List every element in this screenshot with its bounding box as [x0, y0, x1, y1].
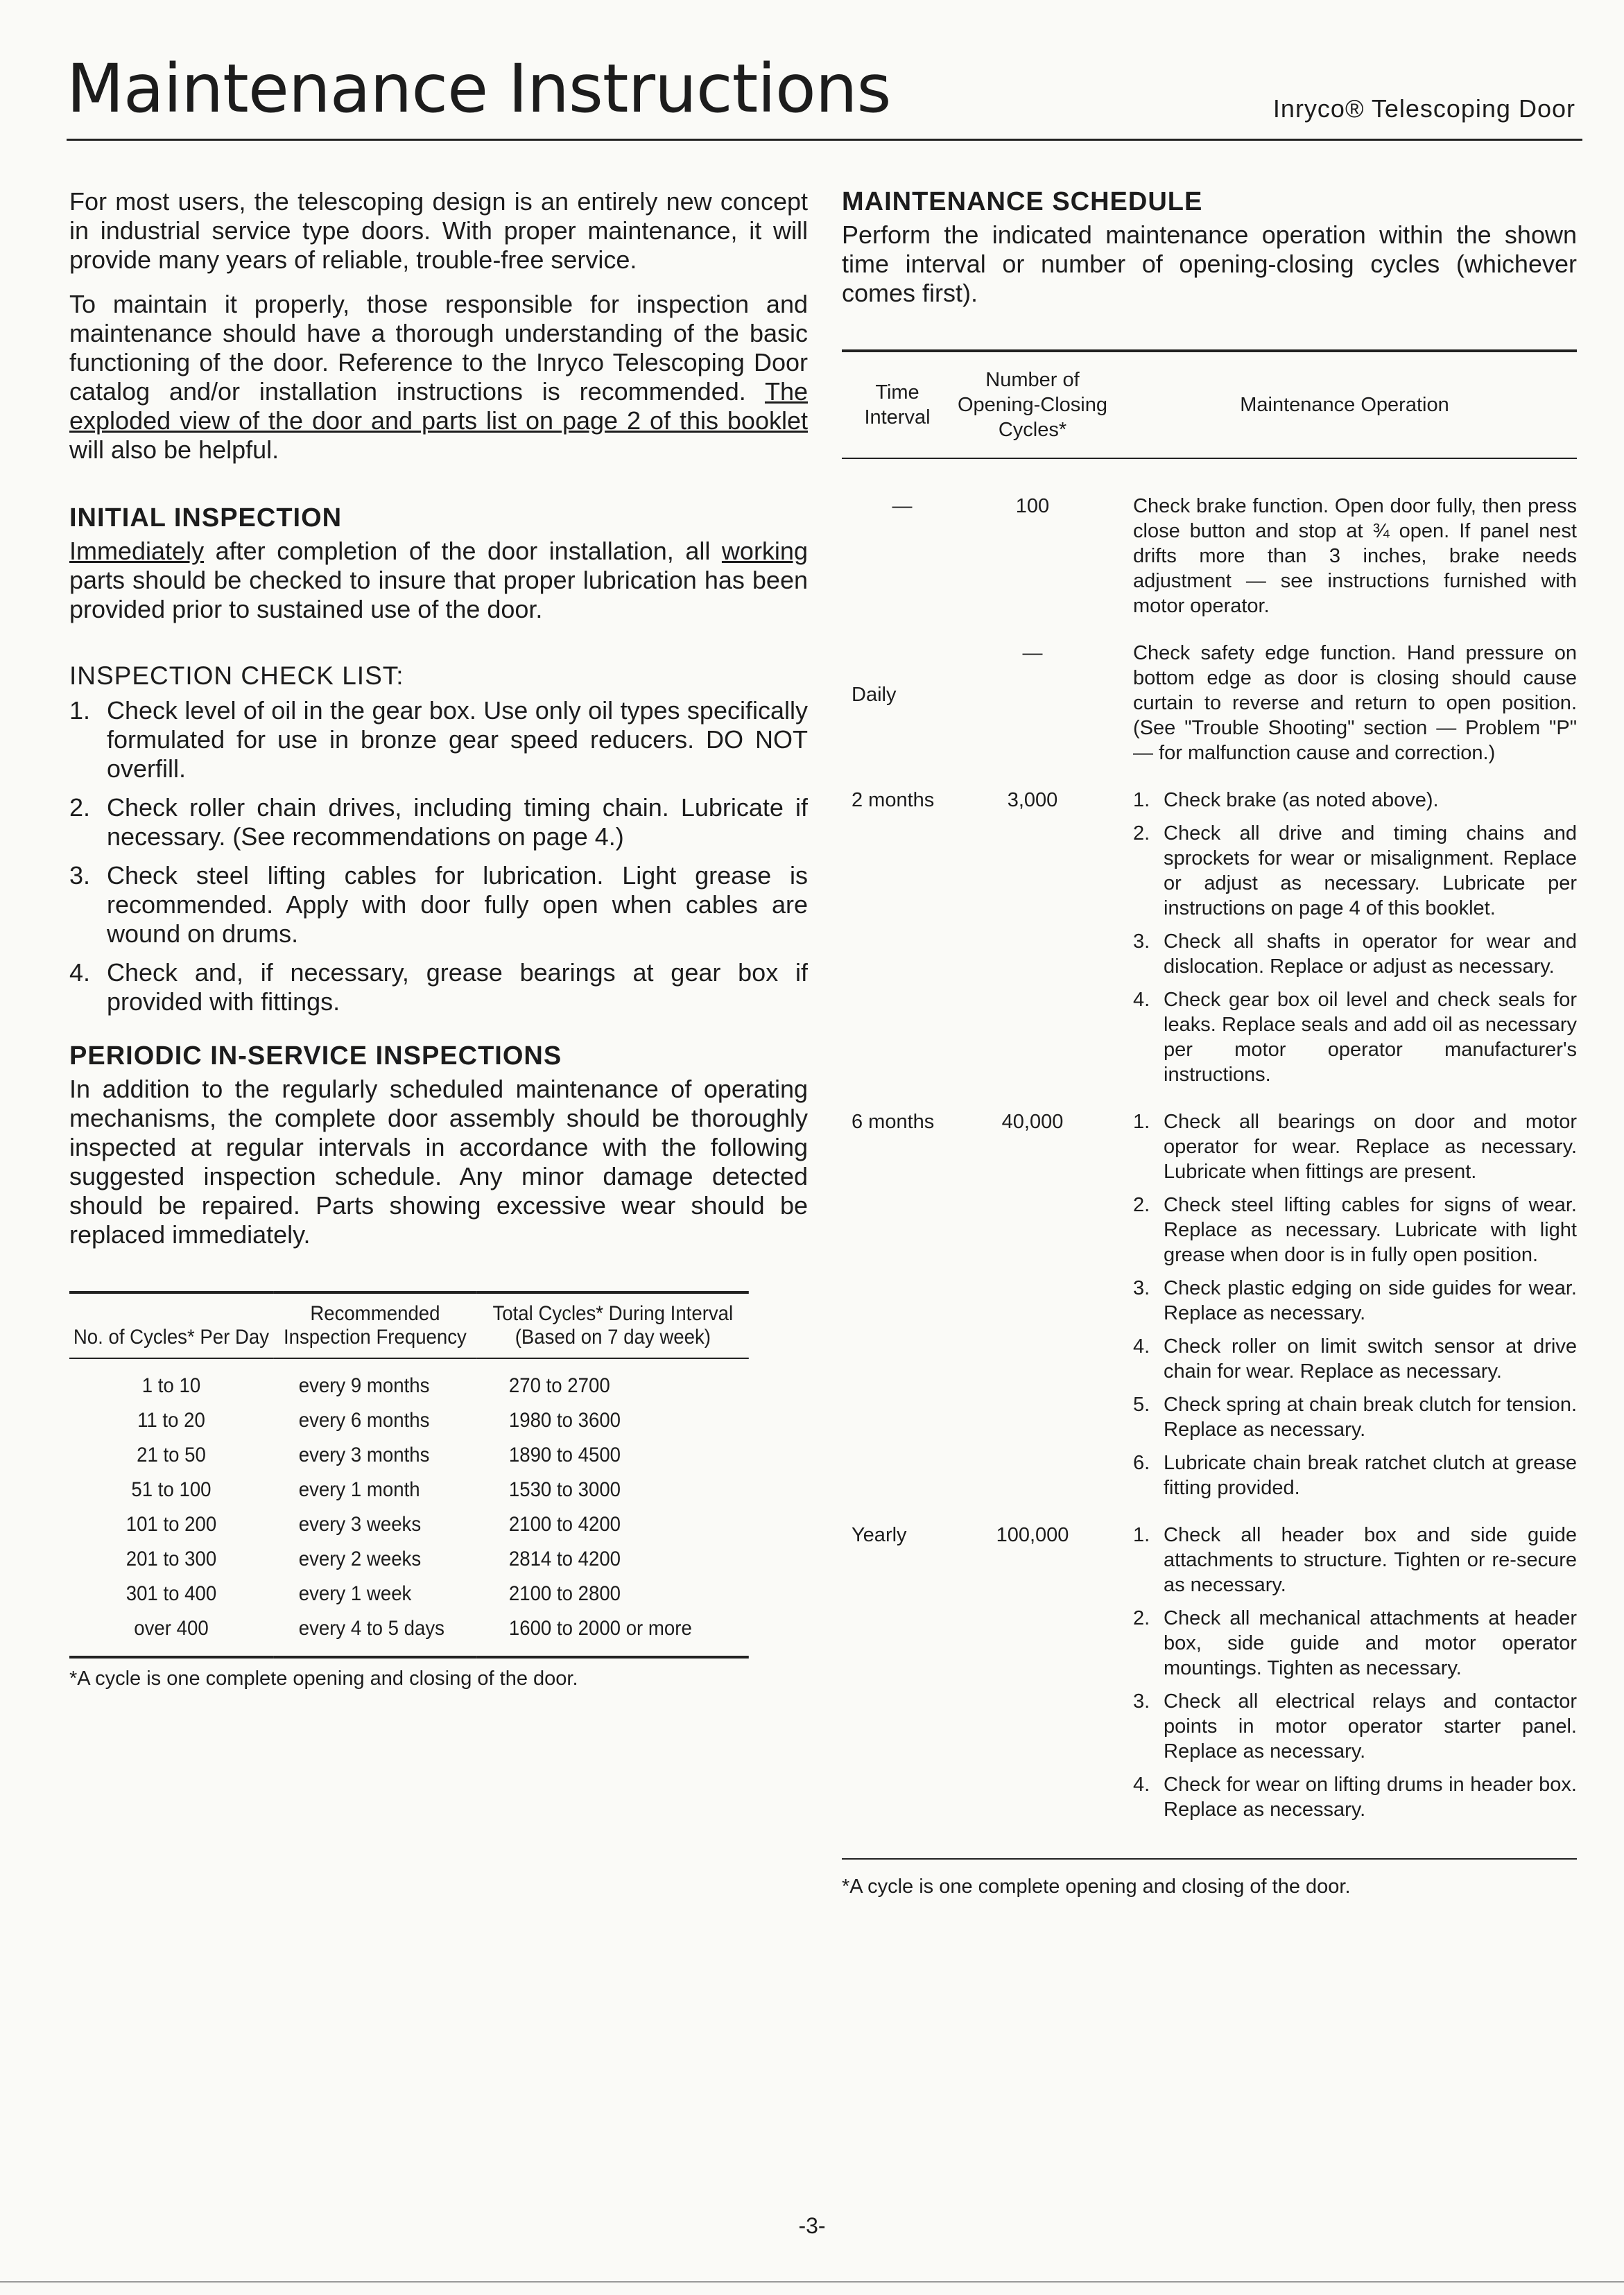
exploded-view-reference: The exploded view of the door and parts list on page 2 of this booklet: [69, 377, 809, 435]
cell: every 3 weeks: [298, 1513, 422, 1536]
table-spacer: [842, 1830, 1577, 1858]
operation-number: 2.: [1133, 822, 1150, 845]
interval: Daily: [852, 684, 897, 706]
col-maintenance-operation: Maintenance Operation: [1240, 394, 1449, 416]
cell: 301 to 400: [126, 1582, 217, 1605]
initial-text-b: parts should be checked to insure that proper lubrication has been provided prior to sustained use of the door.: [69, 566, 808, 623]
operation: [1133, 1392, 1577, 1442]
operations: [1112, 1109, 1577, 1509]
operations: [1112, 494, 1577, 627]
schedule-footnote: *A cycle is one complete opening and closing of the door.: [842, 1876, 1351, 1898]
operation: [1133, 1276, 1577, 1326]
item-number: 4.: [69, 958, 91, 987]
item-number: 2.: [69, 793, 91, 822]
operation-number: 1.: [1133, 1524, 1150, 1546]
cell: over 400: [69, 1611, 273, 1657]
schedule-heading: MAINTENANCE SCHEDULE: [842, 187, 1203, 216]
cell: 1600 to 2000 or more: [477, 1611, 749, 1657]
table-header-row: [69, 1292, 749, 1358]
operation-text: Check roller on limit switch sensor at drive chain for wear. Replace as necessary.: [1164, 1335, 1577, 1383]
table-row: [69, 1438, 749, 1473]
operation: [1133, 1193, 1577, 1267]
table-row: [69, 1577, 749, 1611]
operation: [1133, 641, 1577, 765]
operation: [1133, 1772, 1577, 1822]
cycles: 3,000: [1007, 789, 1058, 811]
table-row: [69, 1358, 749, 1403]
bottom-rule: [0, 2281, 1624, 2283]
table-row: [69, 1507, 749, 1542]
operation-text: Check all header box and side guide attachments to structure. Tighten or re-secure as necessary.: [1164, 1524, 1577, 1596]
operation-text: Check all mechanical attachments at header box, side guide and motor operator mountings. Tighten as necessary.: [1164, 1607, 1577, 1679]
operation-number: 4.: [1133, 1335, 1150, 1358]
initial-text-a: after completion of the door installation, all: [215, 537, 711, 565]
operation: [1133, 1450, 1577, 1500]
inspection-frequency-table: [69, 1291, 749, 1659]
operation: [1133, 788, 1577, 813]
intro-paragraph-1: For most users, the telescoping design is an entirely new concept in industrial service type doors. With proper maintenance, it will provide many years of reliable, trouble-free service.: [69, 187, 808, 274]
intro-paragraph-2-end: will also be helpful.: [69, 435, 279, 464]
operation-number: 4.: [1133, 989, 1150, 1011]
maintenance-schedule-table: [842, 349, 1577, 1860]
table-row: [69, 1403, 749, 1438]
operation-number: 1.: [1133, 1111, 1150, 1133]
operation-text: Check safety edge function. Hand pressure on bottom edge as door is closing should cause curtain to reverse and return to open position. (See "Trouble Shooting" section — Problem "P" — for malfunction cause and correction.): [1133, 642, 1577, 764]
operation: [1133, 1523, 1577, 1597]
interval: 6 months: [852, 1111, 935, 1133]
cell: 1980 to 3600: [508, 1409, 621, 1432]
operations: [1112, 1523, 1577, 1830]
table-row: [842, 788, 1577, 1095]
periodic-text: In addition to the regularly scheduled maintenance of operating mechanisms, the complete door assembly should be thoroughly inspected at regular intervals in accordance with the following suggested inspection schedule. Any minor damage detected should be repaired. Parts showing excessive wear should be replaced immediately.: [69, 1075, 808, 1249]
table-row: [69, 1611, 749, 1657]
operation-text: Check gear box oil level and check seals for leaks. Replace seals and add oil as necessary per motor operator manufacturer's instructions.: [1164, 989, 1577, 1086]
periodic-heading: PERIODIC IN-SERVICE INSPECTIONS: [69, 1041, 562, 1071]
page-number: -3-: [798, 2213, 826, 2238]
cell: every 4 to 5 days: [273, 1611, 477, 1657]
item-text: Check steel lifting cables for lubrication. Light grease is recommended. Apply with door fully open when cables are wound on drums.: [107, 861, 808, 948]
operation-number: 3.: [1133, 1277, 1150, 1299]
operation-text: Check steel lifting cables for signs of wear. Replace as necessary. Lubricate with light grease when door is in fully open position.: [1164, 1194, 1577, 1266]
operation-number: 3.: [1133, 930, 1150, 953]
cell: 1530 to 3000: [508, 1478, 621, 1501]
table-row: [842, 494, 1577, 627]
operation-text: Lubricate chain break ratchet clutch at grease fitting provided.: [1164, 1452, 1577, 1499]
check-list-item: [69, 793, 808, 851]
table-row: [69, 1542, 749, 1577]
operation-number: 3.: [1133, 1690, 1150, 1713]
operations: [1112, 641, 1577, 774]
operations: [1112, 788, 1577, 1095]
page-subtitle: Inryco® Telescoping Door: [1272, 94, 1575, 123]
cell: 1890 to 4500: [508, 1444, 621, 1466]
operation-text: Check for wear on lifting drums in header box. Replace as necessary.: [1164, 1774, 1577, 1821]
intro-paragraph-2: [69, 290, 808, 465]
cell: 2814 to 4200: [508, 1548, 621, 1570]
col-total-cycles: Total Cycles* During Interval (Based on 7 day week): [477, 1292, 749, 1358]
check-list-item: [69, 696, 808, 783]
col-opening-closing-cycles: Number of Opening-Closing Cycles*: [957, 369, 1107, 441]
operation-number: 5.: [1133, 1394, 1150, 1416]
cell: 51 to 100: [131, 1478, 211, 1501]
operation: [1133, 1109, 1577, 1184]
item-number: 3.: [69, 861, 91, 890]
cell: 201 to 300: [126, 1548, 217, 1570]
operation-text: Check all shafts in operator for wear and dislocation. Replace or adjust as necessary.: [1164, 930, 1577, 978]
operation-text: Check all drive and timing chains and sprockets for wear or misalignment. Replace or adjust as necessary. Lubricate per instructions on page 4 of this booklet.: [1164, 822, 1577, 919]
item-text: Check level of oil in the gear box. Use only oil types specifically formulated for use in bronze gear speed reducers. DO NOT overfill.: [107, 696, 808, 783]
initial-inspection-heading: INITIAL INSPECTION: [69, 503, 343, 532]
col-cycles-per-day: No. of Cycles* Per Day: [69, 1292, 273, 1358]
cell: every 6 months: [298, 1409, 430, 1432]
cell: 1 to 10: [141, 1374, 201, 1397]
col-inspection-frequency: Recommended Inspection Frequency: [273, 1292, 477, 1358]
operation-text: Check spring at chain break clutch for tension. Replace as necessary.: [1164, 1394, 1577, 1441]
operation-text: Check all bearings on door and motor operator for wear. Replace as necessary. Lubricate when fittings are present.: [1164, 1111, 1577, 1183]
cycles-footnote: *A cycle is one complete opening and closing of the door.: [69, 1668, 578, 1690]
cell: every 2 weeks: [298, 1548, 422, 1570]
operation: [1133, 821, 1577, 921]
operation: [1133, 987, 1577, 1087]
col-time-interval: Time Interval: [864, 381, 931, 428]
operation: [1133, 929, 1577, 979]
cycles: 100,000: [996, 1524, 1069, 1546]
operation-text: Check brake function. Open door fully, then press close button and stop at ¾ open. If panel nest drifts more than 3 inches, brake needs adjustment — see instructions furnished with motor operator.: [1133, 495, 1577, 617]
interval: 2 months: [852, 789, 935, 811]
operation-number: 4.: [1133, 1774, 1150, 1796]
operation-number: 2.: [1133, 1607, 1150, 1629]
check-list-heading: INSPECTION CHECK LIST:: [69, 661, 404, 690]
cell: every 9 months: [298, 1374, 430, 1397]
operation: [1133, 494, 1577, 618]
operation-number: 6.: [1133, 1452, 1150, 1474]
table-header-row: [842, 352, 1577, 459]
cell: 101 to 200: [126, 1513, 217, 1536]
cycles: 100: [1015, 495, 1050, 517]
table-row: [842, 1109, 1577, 1509]
table-row: [842, 1523, 1577, 1830]
operation: [1133, 1606, 1577, 1681]
check-list-item: [69, 861, 808, 949]
cell: 2100 to 4200: [508, 1513, 621, 1536]
initial-inspection-text: [69, 537, 808, 624]
cell: every 1 week: [298, 1582, 412, 1605]
interval: —: [892, 495, 913, 517]
table-row: [842, 641, 1577, 774]
operation: [1133, 1334, 1577, 1384]
schedule-intro: Perform the indicated maintenance operation within the shown time interval or number of opening-closing cycles (whichever comes first).: [842, 220, 1577, 307]
cell: 11 to 20: [137, 1409, 205, 1432]
cell: 270 to 2700: [508, 1374, 610, 1397]
operation-text: Check all electrical relays and contactor points in motor operator starter panel. Replace as necessary.: [1164, 1690, 1577, 1763]
left-column: [69, 187, 808, 1693]
check-list-item: [69, 958, 808, 1016]
operation-text: Check plastic edging on side guides for wear. Replace as necessary.: [1164, 1277, 1577, 1324]
operation: [1133, 1689, 1577, 1764]
cell: every 1 month: [298, 1478, 420, 1501]
cell: every 3 months: [298, 1444, 430, 1466]
page-title: Maintenance Instructions: [67, 50, 891, 128]
cell: 2100 to 2800: [508, 1582, 621, 1605]
interval: Yearly: [852, 1524, 907, 1546]
cycles: —: [1022, 642, 1043, 664]
initial-underlined: working: [721, 537, 808, 565]
item-text: Check and, if necessary, grease bearings at gear box if provided with fittings.: [107, 958, 808, 1016]
cycles: 40,000: [1001, 1111, 1064, 1133]
item-number: 1.: [69, 696, 91, 725]
operation-number: 1.: [1133, 789, 1150, 811]
table-row: [69, 1473, 749, 1507]
item-text: Check roller chain drives, including timing chain. Lubricate if necessary. (See recommendations on page 4.): [107, 793, 808, 851]
check-list: [69, 696, 808, 1016]
cell: 21 to 50: [137, 1444, 206, 1466]
right-column: [842, 187, 1577, 1901]
operation-text: Check brake (as noted above).: [1164, 789, 1439, 811]
header-rule: [67, 139, 1582, 141]
intro-paragraph-2-text: To maintain it properly, those responsible for inspection and maintenance should have a thorough understanding of the basic functioning of the door. Reference to the Inryco Telescoping Door catalog and/or installation instructions is recommended.: [69, 290, 808, 406]
initial-lead: Immediately: [69, 537, 205, 565]
operation-number: 2.: [1133, 1194, 1150, 1216]
